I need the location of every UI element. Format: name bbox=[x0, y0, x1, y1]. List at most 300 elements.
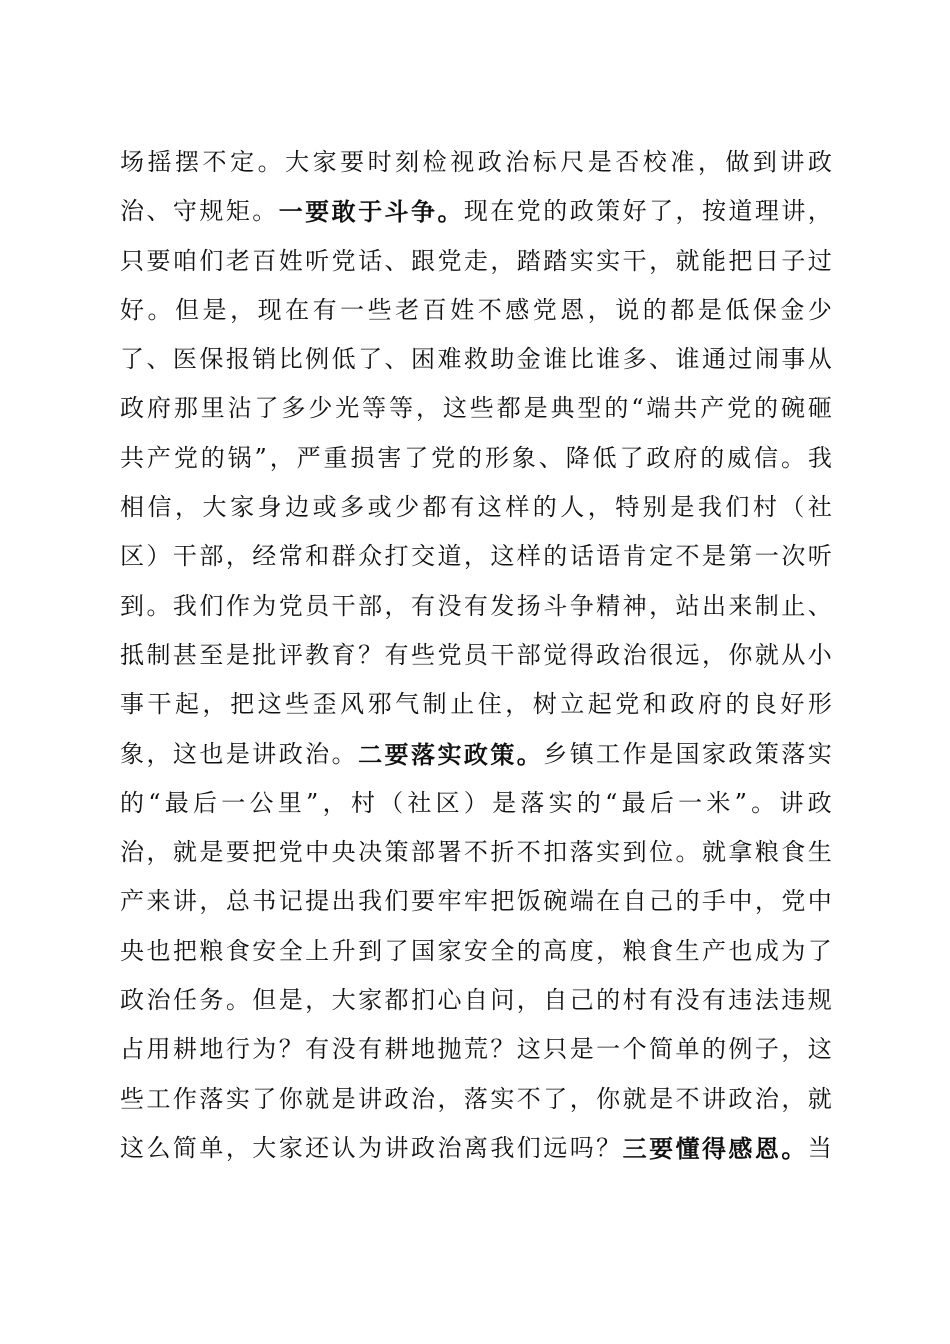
text-line bbox=[120, 483, 832, 532]
glyph: 我 bbox=[697, 493, 722, 522]
glyph: 通 bbox=[701, 345, 726, 374]
glyph: 么 bbox=[146, 1133, 171, 1162]
glyph: 评 bbox=[278, 640, 303, 669]
glyph: 饭 bbox=[516, 887, 541, 916]
glyph: 了 bbox=[649, 197, 674, 226]
glyph: 姓 bbox=[450, 295, 475, 324]
glyph: 食 bbox=[225, 936, 250, 965]
glyph: 只 bbox=[120, 246, 144, 275]
glyph: 是 bbox=[649, 1084, 674, 1113]
glyph: ” bbox=[734, 788, 747, 817]
glyph: 地 bbox=[410, 1035, 435, 1064]
text-line bbox=[120, 532, 832, 581]
glyph: 救 bbox=[463, 345, 488, 374]
glyph: 、 bbox=[384, 246, 409, 275]
glyph: 些 bbox=[410, 640, 435, 669]
glyph: 了 bbox=[384, 936, 409, 965]
glyph: 食 bbox=[781, 838, 806, 867]
glyph: 听 bbox=[305, 246, 330, 275]
glyph: 良 bbox=[752, 690, 777, 719]
glyph: 咱 bbox=[172, 246, 197, 275]
glyph: 、 bbox=[146, 345, 171, 374]
glyph: 、 bbox=[384, 345, 409, 374]
glyph: 信 bbox=[147, 493, 172, 522]
glyph: 你 bbox=[278, 1084, 303, 1113]
glyph: 政 bbox=[646, 443, 671, 472]
glyph: 把 bbox=[172, 936, 197, 965]
glyph: 特 bbox=[615, 493, 640, 522]
text-line bbox=[120, 631, 832, 680]
glyph: 没 bbox=[675, 986, 700, 1015]
glyph: 粮 bbox=[622, 936, 647, 965]
glyph: 大 bbox=[285, 148, 310, 176]
glyph: 违 bbox=[728, 986, 753, 1015]
text-line bbox=[120, 680, 832, 729]
glyph: 少 bbox=[308, 394, 333, 423]
glyph: 们 bbox=[199, 246, 224, 275]
glyph: 来 bbox=[728, 591, 753, 620]
glyph: 讲 bbox=[780, 148, 805, 176]
glyph: 乡 bbox=[543, 739, 568, 768]
glyph: 产 bbox=[701, 936, 726, 965]
glyph: 有 bbox=[463, 591, 488, 620]
glyph: 众 bbox=[358, 542, 383, 571]
glyph: 的 bbox=[120, 788, 144, 817]
glyph: 子 bbox=[754, 1035, 779, 1064]
glyph: 后 bbox=[649, 788, 674, 817]
glyph: 保 bbox=[199, 345, 224, 374]
glyph: 的 bbox=[604, 394, 629, 423]
glyph: 政 bbox=[569, 197, 594, 226]
glyph: 央 bbox=[120, 936, 144, 965]
glyph: 们 bbox=[199, 591, 224, 620]
glyph: 党 bbox=[431, 443, 456, 472]
glyph: 百 bbox=[422, 295, 447, 324]
glyph: 不 bbox=[477, 295, 502, 324]
glyph: 这 bbox=[120, 1133, 144, 1162]
glyph: 村 bbox=[350, 788, 375, 817]
glyph: 家 bbox=[358, 986, 383, 1015]
glyph: 谁 bbox=[543, 345, 568, 374]
glyph: 粮 bbox=[199, 936, 224, 965]
text-line bbox=[120, 1075, 832, 1124]
glyph: 牢 bbox=[463, 887, 488, 916]
text-line bbox=[120, 1124, 832, 1173]
glyph: 实 bbox=[437, 739, 462, 769]
glyph: 重 bbox=[323, 443, 348, 472]
glyph: 违 bbox=[781, 986, 806, 1015]
glyph: 政 bbox=[728, 739, 753, 768]
glyph: 。 bbox=[516, 739, 541, 769]
glyph: 有 bbox=[358, 1035, 383, 1064]
glyph: 们 bbox=[384, 887, 409, 916]
glyph: 来 bbox=[146, 887, 171, 916]
glyph: 政 bbox=[120, 394, 144, 423]
glyph: ， bbox=[781, 1084, 806, 1113]
glyph: ， bbox=[596, 936, 621, 965]
glyph: 的 bbox=[576, 788, 601, 817]
glyph: 锅 bbox=[227, 443, 252, 472]
glyph: 决 bbox=[358, 838, 383, 867]
glyph: ， bbox=[146, 838, 171, 867]
glyph: “ bbox=[148, 788, 161, 817]
glyph: 不 bbox=[202, 148, 227, 176]
glyph: ， bbox=[225, 542, 250, 571]
glyph: 任 bbox=[172, 986, 197, 1015]
glyph: 一 bbox=[221, 788, 246, 817]
glyph: 走 bbox=[463, 246, 488, 275]
glyph: 止 bbox=[781, 591, 806, 620]
glyph: 公 bbox=[249, 788, 274, 817]
glyph: 政 bbox=[384, 1084, 409, 1113]
glyph: 多 bbox=[622, 345, 647, 374]
glyph: 升 bbox=[331, 936, 356, 965]
glyph: 。 bbox=[225, 986, 250, 1015]
glyph: 荒 bbox=[463, 1035, 488, 1064]
glyph: 百 bbox=[252, 246, 277, 275]
glyph: 占 bbox=[120, 1035, 144, 1064]
glyph: 这 bbox=[807, 1035, 832, 1064]
glyph: 交 bbox=[410, 542, 435, 571]
glyph: 就 bbox=[754, 640, 779, 669]
glyph: 落 bbox=[410, 739, 435, 769]
body-text bbox=[120, 138, 832, 1173]
glyph: 都 bbox=[422, 493, 447, 522]
text-line bbox=[120, 237, 832, 286]
glyph: 把 bbox=[230, 690, 255, 719]
glyph: 我 bbox=[358, 887, 383, 916]
glyph: 讲 bbox=[384, 1133, 409, 1162]
glyph: 安 bbox=[252, 936, 277, 965]
glyph: 政 bbox=[596, 640, 621, 669]
glyph: 懂 bbox=[675, 1133, 700, 1163]
glyph: 治 bbox=[622, 640, 647, 669]
glyph: 不 bbox=[675, 542, 700, 571]
glyph: 是 bbox=[278, 986, 303, 1015]
glyph: 规 bbox=[807, 986, 832, 1015]
glyph: 的 bbox=[516, 936, 541, 965]
glyph: 信 bbox=[754, 443, 779, 472]
text-line bbox=[120, 335, 832, 384]
glyph: 制 bbox=[146, 640, 171, 669]
glyph: ， bbox=[649, 591, 674, 620]
glyph: 做 bbox=[725, 148, 750, 176]
glyph: 家 bbox=[278, 1133, 303, 1162]
glyph: 或 bbox=[367, 493, 392, 522]
glyph: 争 bbox=[410, 197, 435, 227]
glyph: 碗 bbox=[543, 887, 568, 916]
glyph: 有 bbox=[305, 1035, 330, 1064]
glyph: 例 bbox=[728, 1035, 753, 1064]
text-line bbox=[120, 1025, 832, 1074]
glyph: 到 bbox=[752, 148, 777, 176]
glyph: 为 bbox=[252, 1035, 277, 1064]
glyph: 高 bbox=[543, 936, 568, 965]
glyph: 最 bbox=[164, 788, 189, 817]
glyph: ） bbox=[146, 542, 171, 571]
glyph: 事 bbox=[781, 345, 806, 374]
glyph: 共 bbox=[120, 443, 144, 472]
glyph: 法 bbox=[754, 986, 779, 1015]
glyph: 觉 bbox=[543, 640, 568, 669]
glyph: 央 bbox=[331, 838, 356, 867]
glyph: 己 bbox=[569, 986, 594, 1015]
glyph: 。 bbox=[751, 788, 776, 817]
glyph: 记 bbox=[278, 887, 303, 916]
glyph: 斗 bbox=[384, 197, 409, 227]
glyph: 党 bbox=[516, 197, 541, 226]
glyph: 了 bbox=[252, 1084, 277, 1113]
glyph: 话 bbox=[569, 542, 594, 571]
glyph: 部 bbox=[358, 591, 383, 620]
glyph: 常 bbox=[278, 542, 303, 571]
glyph: 了 bbox=[807, 936, 832, 965]
glyph: 三 bbox=[622, 1133, 647, 1163]
glyph: 不 bbox=[516, 838, 541, 867]
glyph: 踏 bbox=[543, 246, 568, 275]
glyph: 一 bbox=[278, 197, 303, 227]
glyph: 感 bbox=[505, 295, 530, 324]
glyph: 一 bbox=[596, 1035, 621, 1064]
glyph: 闹 bbox=[754, 345, 779, 374]
glyph: 难 bbox=[437, 345, 462, 374]
glyph: 产 bbox=[146, 443, 171, 472]
glyph: 社 bbox=[807, 493, 832, 522]
text-line bbox=[120, 434, 832, 483]
text-line bbox=[120, 976, 832, 1025]
glyph: ， bbox=[146, 739, 171, 768]
glyph: “ bbox=[631, 394, 644, 423]
glyph: 是 bbox=[701, 542, 726, 571]
glyph: 干 bbox=[331, 591, 356, 620]
glyph: 牢 bbox=[437, 887, 462, 916]
glyph: 政 bbox=[807, 148, 832, 176]
glyph: 远 bbox=[543, 1133, 568, 1162]
glyph: 少 bbox=[807, 295, 832, 324]
glyph: 二 bbox=[358, 739, 383, 769]
glyph: 提 bbox=[305, 887, 330, 916]
glyph: 降 bbox=[565, 443, 590, 472]
glyph: 那 bbox=[173, 394, 198, 423]
glyph: 我 bbox=[490, 1133, 515, 1162]
glyph: 大 bbox=[202, 493, 227, 522]
glyph: 大 bbox=[252, 1133, 277, 1162]
glyph: 低 bbox=[331, 345, 356, 374]
glyph: 干 bbox=[490, 640, 515, 669]
glyph: 不 bbox=[675, 1084, 700, 1113]
glyph: 把 bbox=[490, 887, 515, 916]
glyph: 产 bbox=[120, 887, 144, 916]
glyph: 我 bbox=[807, 443, 832, 472]
glyph: 。 bbox=[257, 148, 282, 176]
glyph: 碗 bbox=[780, 394, 805, 423]
glyph: 到 bbox=[120, 591, 144, 620]
glyph: 出 bbox=[331, 887, 356, 916]
glyph: 沾 bbox=[227, 394, 252, 423]
glyph: 威 bbox=[727, 443, 752, 472]
glyph: 恩 bbox=[754, 1133, 779, 1163]
glyph: 边 bbox=[285, 493, 310, 522]
glyph: 砸 bbox=[807, 394, 832, 423]
glyph: 这 bbox=[257, 690, 282, 719]
glyph: 第 bbox=[728, 542, 753, 571]
glyph: 实 bbox=[807, 739, 832, 768]
glyph: 自 bbox=[463, 986, 488, 1015]
glyph: 离 bbox=[463, 1133, 488, 1162]
glyph: 了 bbox=[404, 443, 429, 472]
glyph: 在 bbox=[285, 295, 310, 324]
glyph: 治 bbox=[146, 986, 171, 1015]
glyph: 、 bbox=[649, 345, 674, 374]
glyph: ？ bbox=[358, 640, 383, 669]
glyph: 策 bbox=[596, 197, 621, 226]
glyph: 中 bbox=[305, 838, 330, 867]
glyph: 这 bbox=[442, 394, 467, 423]
glyph: 个 bbox=[622, 1035, 647, 1064]
glyph: 有 bbox=[384, 640, 409, 669]
glyph: 感 bbox=[728, 1133, 753, 1163]
glyph: 别 bbox=[642, 493, 667, 522]
glyph: 只 bbox=[543, 1035, 568, 1064]
glyph: 政 bbox=[120, 986, 144, 1015]
glyph: ， bbox=[322, 788, 347, 817]
glyph: 米 bbox=[706, 788, 731, 817]
glyph: 要 bbox=[384, 739, 409, 769]
glyph: 远 bbox=[675, 640, 700, 669]
glyph: 最 bbox=[621, 788, 646, 817]
glyph: 从 bbox=[807, 345, 832, 374]
glyph: 了 bbox=[254, 394, 279, 423]
glyph: 。 bbox=[675, 838, 700, 867]
glyph: 党 bbox=[437, 640, 462, 669]
glyph: 是 bbox=[569, 1035, 594, 1064]
glyph: 立 bbox=[560, 690, 585, 719]
glyph: 树 bbox=[532, 690, 557, 719]
glyph: 是 bbox=[492, 788, 517, 817]
glyph: 的 bbox=[754, 394, 779, 423]
glyph: 风 bbox=[340, 690, 365, 719]
glyph: 行 bbox=[225, 1035, 250, 1064]
glyph: ， bbox=[269, 443, 294, 472]
glyph: 些 bbox=[285, 690, 310, 719]
glyph: 金 bbox=[780, 295, 805, 324]
glyph: 姓 bbox=[278, 246, 303, 275]
glyph: 没 bbox=[331, 1035, 356, 1064]
glyph: 的 bbox=[543, 197, 568, 226]
glyph: 要 bbox=[146, 246, 171, 275]
glyph: 的 bbox=[200, 443, 225, 472]
glyph: 销 bbox=[252, 345, 277, 374]
text-line bbox=[120, 582, 832, 631]
glyph: 害 bbox=[377, 443, 402, 472]
glyph: ” bbox=[254, 443, 267, 472]
glyph: 比 bbox=[278, 345, 303, 374]
glyph: 低 bbox=[592, 443, 617, 472]
glyph: 的 bbox=[596, 986, 621, 1015]
glyph: （ bbox=[780, 493, 805, 522]
glyph: 了 bbox=[543, 1084, 568, 1113]
glyph: ” bbox=[306, 788, 319, 817]
glyph: 这 bbox=[477, 493, 502, 522]
glyph: 报 bbox=[225, 345, 250, 374]
glyph: 工 bbox=[596, 739, 621, 768]
glyph: 实 bbox=[596, 246, 621, 275]
glyph: 住 bbox=[477, 690, 502, 719]
glyph: 到 bbox=[358, 936, 383, 965]
glyph: 踏 bbox=[516, 246, 541, 275]
glyph: 政 bbox=[477, 148, 502, 176]
glyph: 肯 bbox=[622, 542, 647, 571]
glyph: ， bbox=[415, 394, 440, 423]
glyph: 为 bbox=[252, 591, 277, 620]
glyph: 党 bbox=[278, 838, 303, 867]
glyph: 政 bbox=[278, 739, 303, 768]
glyph: 大 bbox=[331, 986, 356, 1015]
glyph: 谁 bbox=[675, 345, 700, 374]
glyph: 得 bbox=[701, 1133, 726, 1163]
glyph: 甚 bbox=[172, 640, 197, 669]
glyph: 这 bbox=[516, 1035, 541, 1064]
glyph: 就 bbox=[622, 1084, 647, 1113]
glyph: 部 bbox=[516, 640, 541, 669]
glyph: 扣 bbox=[543, 838, 568, 867]
glyph: 次 bbox=[781, 542, 806, 571]
text-line bbox=[120, 877, 832, 926]
glyph: 定 bbox=[230, 148, 255, 176]
glyph: 神 bbox=[622, 591, 647, 620]
glyph: 否 bbox=[615, 148, 640, 176]
glyph: 损 bbox=[350, 443, 375, 472]
glyph: 保 bbox=[752, 295, 777, 324]
glyph: 区 bbox=[120, 542, 144, 571]
glyph: 用 bbox=[146, 1035, 171, 1064]
glyph: ， bbox=[437, 1084, 462, 1113]
glyph: 。 bbox=[146, 591, 171, 620]
glyph: 也 bbox=[146, 936, 171, 965]
glyph: 不 bbox=[463, 838, 488, 867]
glyph: 。 bbox=[331, 739, 356, 768]
glyph: 多 bbox=[281, 394, 306, 423]
glyph: ， bbox=[675, 197, 700, 226]
glyph: 有 bbox=[450, 493, 475, 522]
glyph: 。 bbox=[780, 443, 805, 472]
glyph: 视 bbox=[450, 148, 475, 176]
glyph: ， bbox=[587, 493, 612, 522]
glyph: 端 bbox=[646, 394, 671, 423]
text-line bbox=[120, 828, 832, 877]
glyph: 场 bbox=[120, 148, 144, 176]
glyph: 。 bbox=[147, 295, 172, 324]
glyph: 刻 bbox=[395, 148, 420, 176]
glyph: 员 bbox=[305, 591, 330, 620]
glyph: 党 bbox=[278, 591, 303, 620]
glyph: 时 bbox=[367, 148, 392, 176]
glyph: 要 bbox=[225, 838, 250, 867]
glyph: 相 bbox=[120, 493, 144, 522]
glyph: 至 bbox=[199, 640, 224, 669]
glyph: 的 bbox=[701, 1035, 726, 1064]
glyph: 多 bbox=[340, 493, 365, 522]
glyph: 止 bbox=[450, 690, 475, 719]
glyph: 政 bbox=[670, 690, 695, 719]
glyph: ， bbox=[754, 887, 779, 916]
glyph: 一 bbox=[754, 542, 779, 571]
glyph: 讲 bbox=[358, 1084, 383, 1113]
glyph: 是 bbox=[523, 394, 548, 423]
glyph: 形 bbox=[807, 690, 832, 719]
glyph: 府 bbox=[697, 690, 722, 719]
glyph: 抵 bbox=[120, 640, 144, 669]
